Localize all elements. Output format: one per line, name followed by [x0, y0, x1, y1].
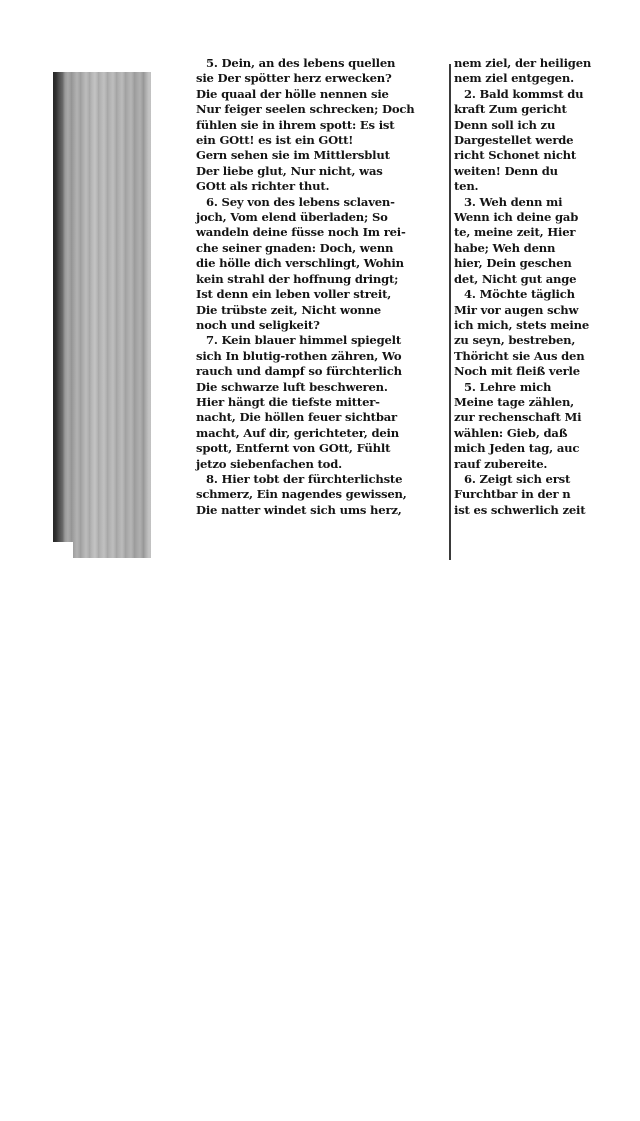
text-line: che seiner gnaden: Doch, wenn: [196, 240, 394, 255]
text-line: hier, Dein geschen: [454, 256, 572, 271]
text-line: 5. Dein, an des lebens quellen: [206, 56, 396, 70]
left-text-column: [196, 56, 445, 560]
text-line: GOtt als richter thut.: [196, 179, 330, 194]
text-line: ist es schwerlich zeit: [454, 502, 586, 517]
text-line: kraft Zum gericht: [454, 102, 567, 117]
text-line: fühlen sie in ihrem spott: Es ist: [196, 117, 395, 132]
text-line: 2. Bald kommst du: [464, 86, 584, 101]
text-line: wählen: Gieb, daß: [454, 425, 568, 440]
book-binding-gutter: [53, 72, 151, 558]
text-line: rauf zubereite.: [454, 456, 548, 471]
text-line: jetzo siebenfachen tod.: [196, 456, 342, 471]
text-line: richt Schonet nicht: [454, 148, 577, 163]
text-line: spott, Entfernt von GOtt, Fühlt: [196, 441, 391, 456]
text-line: Denn soll ich zu: [454, 117, 556, 132]
text-line: nacht, Die höllen feuer sichtbar: [196, 410, 397, 425]
text-line: Die schwarze luft beschweren.: [196, 379, 388, 394]
text-line: te, meine zeit, Hier: [454, 225, 576, 240]
text-line: Noch mit fleiß verle: [454, 364, 580, 379]
text-line: kein strahl der hoffnung dringt;: [196, 271, 399, 286]
text-line: ich mich, stets meine: [454, 317, 589, 332]
text-line: 7. Kein blauer himmel spiegelt: [206, 333, 402, 348]
text-line: ten.: [454, 179, 479, 194]
binding-edge: [53, 542, 73, 558]
text-line: Die trübste zeit, Nicht wonne: [196, 302, 381, 317]
text-line: Meine tage zählen,: [454, 394, 575, 409]
text-line: 5. Lehre mich: [464, 379, 552, 394]
text-line: mich Jeden tag, auc: [454, 441, 580, 456]
text-line: det, Nicht gut ange: [454, 271, 577, 286]
text-line: 6. Sey von des lebens sclaven-: [206, 194, 395, 209]
text-line: sich In blutig-rothen zähren, Wo: [196, 348, 402, 363]
text-line: ein GOtt! es ist ein GOtt!: [196, 133, 354, 148]
text-line: 8. Hier tobt der fürchterlichste: [206, 471, 403, 486]
text-line: 6. Zeigt sich erst: [464, 471, 571, 486]
text-line: Wenn ich deine gab: [454, 210, 579, 225]
text-line: noch und seligkeit?: [196, 317, 320, 332]
text-line: 4. Möchte täglich: [464, 287, 575, 302]
text-line: sie Der spötter herz erwecken?: [196, 71, 392, 86]
text-line: Hier hängt die tiefste mitter-: [196, 394, 380, 409]
text-line: Mir vor augen schw: [454, 302, 579, 317]
text-line: joch, Vom elend überladen; So: [196, 210, 388, 225]
text-line: wandeln deine füsse noch Im rei-: [196, 225, 406, 240]
blank-area: [0, 570, 640, 1121]
text-line: Die natter windet sich ums herz,: [196, 502, 402, 517]
text-line: Thöricht sie Aus den: [454, 348, 585, 363]
text-line: Gern sehen sie im Mittlersblut: [196, 148, 390, 163]
text-line: rauch und dampf so fürchterlich: [196, 364, 402, 379]
text-line: die hölle dich verschlingt, Wohin: [196, 256, 404, 271]
text-line: nem ziel, der heiligen: [454, 56, 592, 70]
text-line: Ist denn ein leben voller streit,: [196, 287, 392, 302]
text-line: Dargestellet werde: [454, 133, 574, 148]
text-line: schmerz, Ein nagendes gewissen,: [196, 487, 407, 502]
column-divider: [449, 64, 451, 560]
text-line: 3. Weh denn mi: [464, 194, 563, 209]
text-line: nem ziel entgegen.: [454, 71, 574, 86]
text-line: Der liebe glut, Nur nicht, was: [196, 163, 383, 178]
text-line: weiten! Denn du: [454, 163, 558, 178]
text-line: Nur feiger seelen schrecken; Doch: [196, 102, 415, 117]
text-line: Furchtbar in der n: [454, 487, 571, 502]
right-text-column: [454, 56, 594, 560]
text-line: macht, Auf dir, gerichteter, dein: [196, 425, 399, 440]
text-line: zur rechenschaft Mi: [454, 410, 582, 425]
text-line: zu seyn, bestreben,: [454, 333, 576, 348]
text-line: Die quaal der hölle nennen sie: [196, 86, 389, 101]
text-line: habe; Weh denn: [454, 240, 556, 255]
